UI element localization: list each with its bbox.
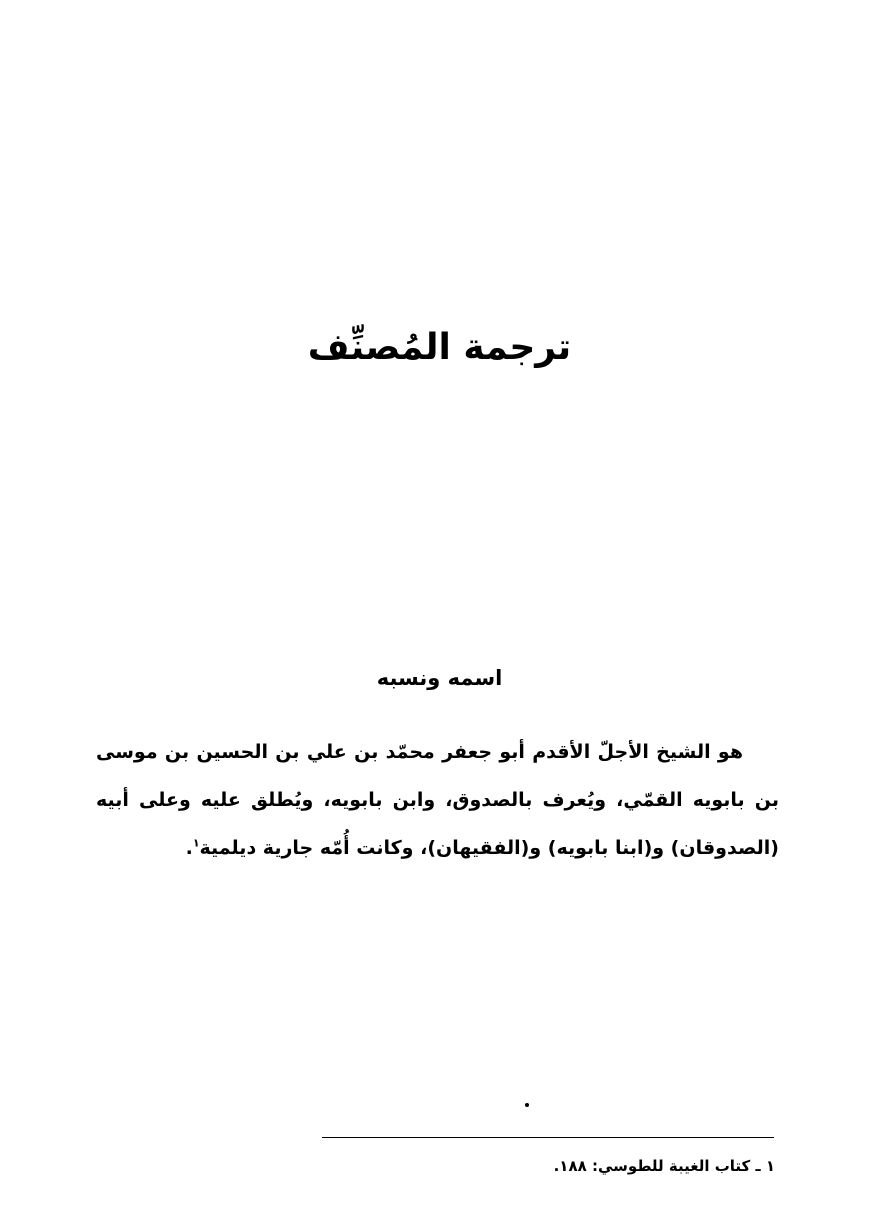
footnote-reference[interactable]: ١	[192, 836, 200, 850]
paragraph-text: هو الشيخ الأجلّ الأقدم أبو جعفر محمّد بن علي بن الحسين بن موسى بن بابويه القمّي، ويُعرف بالصدوق، وابن بابويه، ويُطلق عليه وعلى أبيه (الصدوقان) و(ابنا بابويه) و(الفقيهان)، وكانت أُمّه جارية ديلمية	[96, 741, 779, 859]
paragraph-end-punctuation: .	[185, 837, 193, 859]
page-title: ترجمة المُصنِّف	[307, 327, 572, 368]
paragraph-line	[96, 728, 779, 872]
body-paragraph	[96, 728, 779, 872]
footnote-text: ١ ـ كتاب الغيبة للطوسي: ١٨٨.	[553, 1157, 775, 1175]
footnote-separator	[322, 1137, 774, 1138]
decorative-dot	[525, 1103, 529, 1107]
section-heading: اسمه ونسبه	[376, 666, 503, 690]
